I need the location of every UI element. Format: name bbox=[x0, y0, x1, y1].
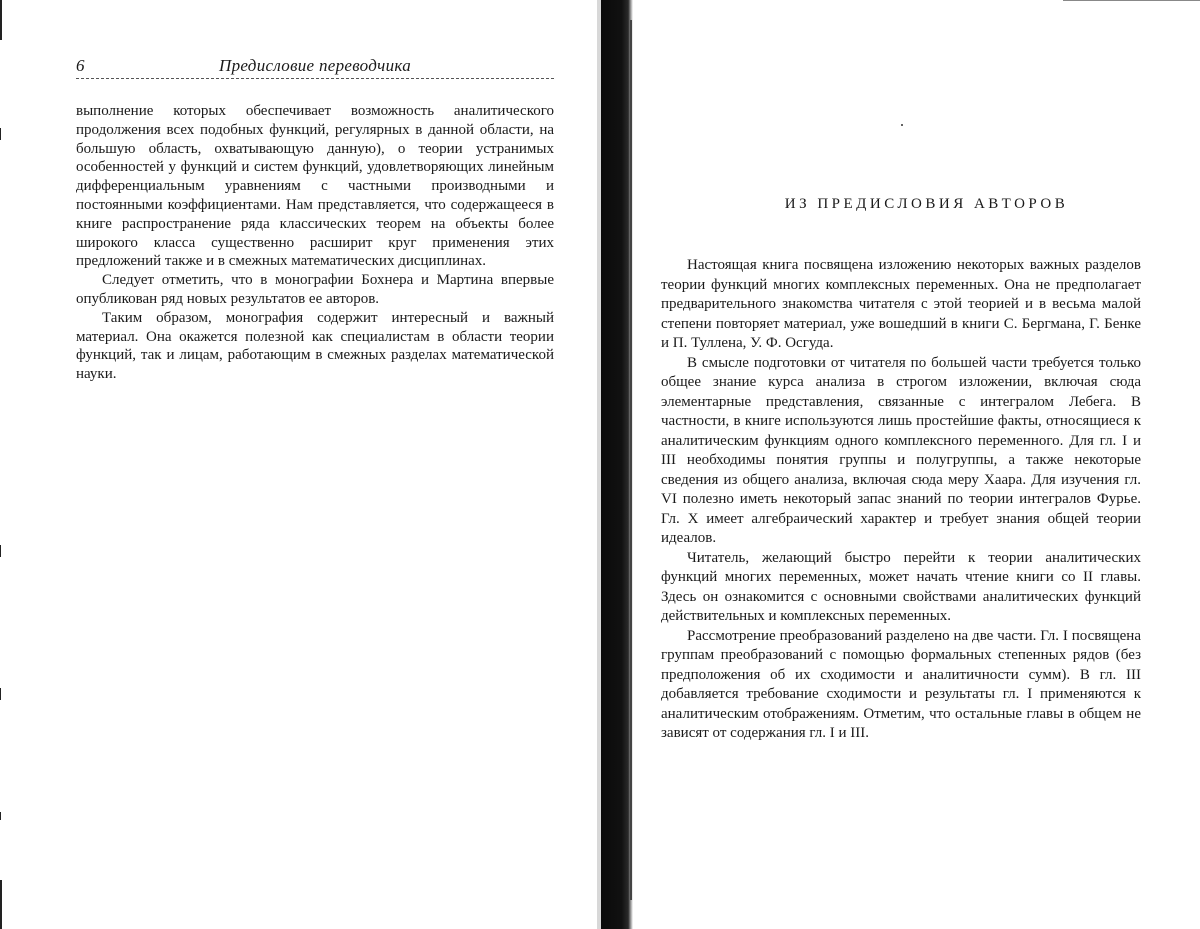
paragraph: В смысле подготовки от читателя по большей части требуется только общее знание курса анализа в строгом изложении, включая сюда элементарные представления, связанные с интегралом Лебега. В частности, в книге используются лишь простейшие факты, относящиеся к аналитическим функциям одного комплексного переменного. Для гл. I и III необходимы понятия группы и полугруппы, а также некоторые сведения из общего анализа, включая сюда меру Хаара. Для изучения гл. VI полезно иметь некоторый запас знаний по теории интегралов Фурье. Гл. X имеет алгебраический характер и требует знания общей теории идеалов. bbox=[661, 354, 1141, 546]
section-title: ИЗ ПРЕДИСЛОВИЯ АВТОРОВ bbox=[784, 196, 1069, 212]
running-title: Предисловие переводчика bbox=[219, 56, 411, 75]
scan-speck bbox=[901, 124, 903, 126]
left-page-body bbox=[76, 102, 554, 384]
paragraph: Настоящая книга посвящена изложению некоторых важных разделов теории функций многих комплексных переменных. Она не предполагает предварительного знакомства читателя с этой теорией и в весьма малой степени повторяет материал, уже вошедший в книги С. Бергмана, Г. Бенке и П. Туллена, У. Ф. Осгуда. bbox=[661, 257, 1141, 351]
paragraph: Следует отметить, что в монографии Бохнера и Мартина впервые опубликован ряд новых результатов ее авторов. bbox=[76, 272, 554, 307]
right-page-body bbox=[661, 256, 1141, 744]
header-rule bbox=[76, 78, 554, 79]
paragraph: Таким образом, монография содержит интересный и важный материал. Она окажется полезной как специалистам в области теории функций, так и лицам, работающим в смежных разделах математической науки. bbox=[76, 309, 554, 383]
paragraph: выполнение которых обеспечивает возможность аналитического продолжения всех подобных функций, регулярных в данной области, на большую область, охватывающую данную), о теории устранимых особенностей у функций и систем функций, удовлетворяющих линейным дифференциальным уравнениям с частными производными и постоянными коэффициентами. Нам представляется, что содержащееся в книге распространение ряда классических теорем на объекты более широкого класса существенно расширит круг применения этих предложений также и в смежных математических дисциплинах. bbox=[76, 103, 554, 270]
book-fold-shadow bbox=[601, 0, 633, 929]
paragraph: Читатель, желающий быстро перейти к теории аналитических функций многих переменных, может начать чтение книги со II главы. Здесь он ознакомится с основными свойствами аналитических функций действительных и комплексных переменных. bbox=[661, 549, 1141, 624]
page-number: 6 bbox=[76, 56, 85, 75]
top-rule bbox=[1063, 0, 1200, 1]
fold-line bbox=[630, 20, 632, 900]
paragraph: Рассмотрение преобразований разделено на две части. Гл. I посвящена группам преобразований с помощью формальных степенных рядов (без предположения об их сходимости и аналитичности сумм). В гл. III добавляется требование сходимости и результаты гл. I применяются к аналитическим отображениям. Отметим, что остальные главы в общем не зависят от содержания гл. I и III. bbox=[661, 627, 1141, 741]
right-page bbox=[633, 0, 1200, 929]
